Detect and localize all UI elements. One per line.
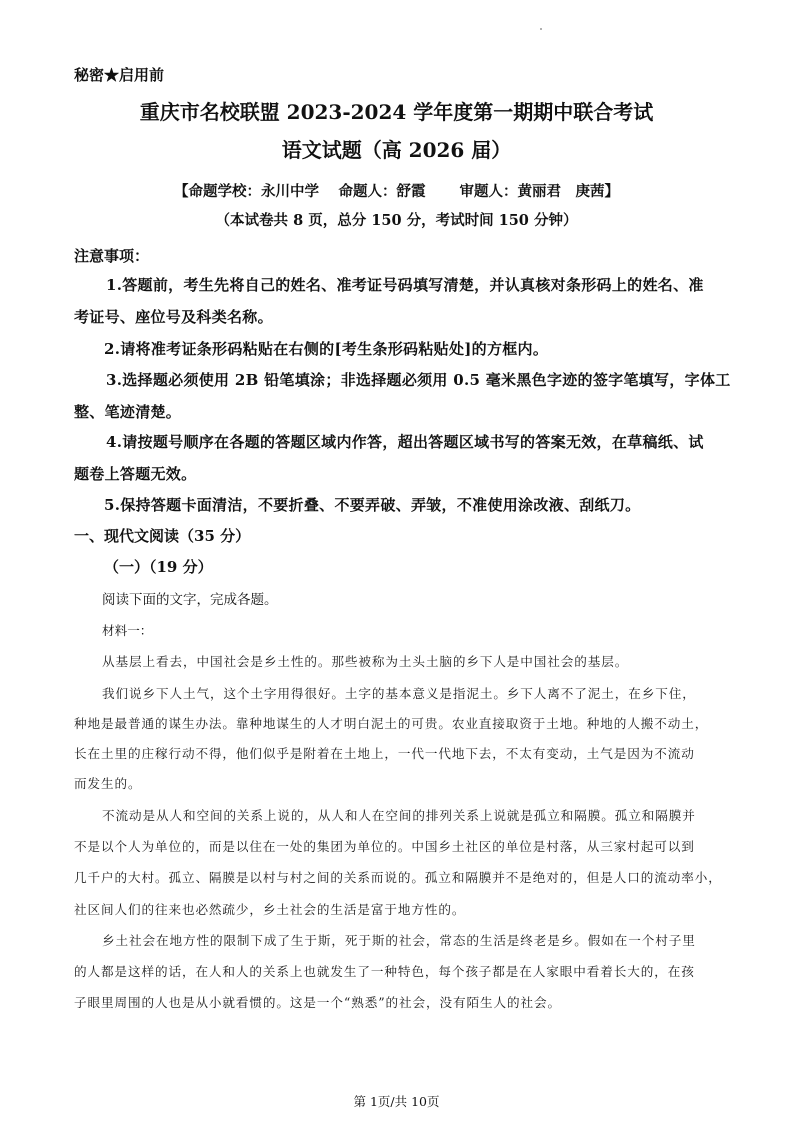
scan-dot — [540, 28, 542, 30]
passage-line: 长在土里的庄稼行动不得，他们似乎是附着在土地上，一代一代地下去，不太有变动，土气是因为不流动 — [74, 746, 695, 761]
passage-line: 的人都是这样的话，在人和人的关系上也就发生了一种特色，每个孩子都是在人家眼中看着长大的，在孩 — [74, 964, 695, 979]
notice-line: 题卷上答题无效。 — [74, 465, 197, 483]
confidential-label: 秘密★启用前 — [74, 66, 165, 84]
exam-subtitle: 语文试题（高 2026 届） — [281, 138, 512, 162]
passage-line: 从基层上看去，中国社会是乡土性的。那些被称为土头土脑的乡下人是中国社会的基层。 — [102, 654, 629, 669]
notice-line: 整、笔迹清楚。 — [74, 403, 182, 421]
notice-line: 4.请按题号顺序在各题的答题区域内作答，超出答题区域书写的答案无效，在草稿纸、试 — [106, 433, 704, 451]
part-title: （一）（19 分） — [104, 558, 213, 576]
notice-line: 1.答题前，考生先将自己的姓名、准考证号码填写清楚，并认真核对条形码上的姓名、准 — [106, 276, 704, 294]
passage-line: 乡土社会在地方性的限制下成了生于斯，死于斯的社会，常态的生活是终老是乡。假如在一个村子里 — [102, 933, 696, 948]
passage-line: 几千户的大村。孤立、隔膜是以村与村之间的关系而说的。孤立和隔膜并不是绝对的，但是人口的流动率小， — [74, 870, 722, 885]
notice-line: 3.选择题必须使用 2B 铅笔填涂；非选择题必须用 0.5 毫米黑色字迹的签字笔填写，字体工 — [106, 371, 731, 389]
reading-instruction: 阅读下面的文字，完成各题。 — [102, 592, 278, 608]
passage-line: 不流动是从人和空间的关系上说的，从人和人在空间的排列关系上说就是孤立和隔膜。孤立和隔膜并 — [102, 808, 696, 823]
passage-line: 子眼里周围的人也是从小就看惯的。这是一个“熟悉”的社会，没有陌生人的社会。 — [74, 995, 561, 1010]
passage-line: 种地是最普通的谋生办法。靠种地谋生的人才明白泥土的可贵。农业直接取资于土地。种地的人搬不动土， — [74, 716, 709, 731]
section-title: 一、现代文阅读（35 分） — [74, 527, 251, 545]
page-footer: 第 1页/共 10页 — [353, 1094, 440, 1109]
notice-line: 考证号、座位号及科类名称。 — [74, 308, 273, 326]
passage-line: 不是以个人为单位的，而是以住在一处的集团为单位的。中国乡土社区的单位是村落，从三家村起可以到 — [74, 839, 695, 854]
exam-title: 重庆市名校联盟 2023-2024 学年度第一期期中联合考试 — [139, 100, 654, 124]
passage-line: 社区间人们的往来也必然疏少，乡土社会的生活是富于地方性的。 — [74, 902, 466, 917]
score-info: （本试卷共 8 页，总分 150 分，考试时间 150 分钟） — [215, 212, 578, 229]
notice-line: 2.请将准考证条形码粘贴在右侧的[考生条形码粘贴处]的方框内。 — [104, 340, 549, 358]
passage-line: 而发生的。 — [74, 776, 142, 791]
authors-line: 【命题学校：永川中学 命题人：舒霞 审题人：黄丽君 庚茜】 — [173, 183, 620, 200]
notice-heading: 注意事项： — [74, 247, 150, 265]
material-label: 材料一： — [102, 623, 153, 638]
passage-line: 我们说乡下人土气，这个土字用得很好。土字的基本意义是指泥土。乡下人离不了泥土，在乡下住， — [102, 686, 696, 701]
notice-line: 5.保持答题卡面清洁，不要折叠、不要弄破、弄皱，不准使用涂改液、刮纸刀。 — [104, 496, 641, 514]
